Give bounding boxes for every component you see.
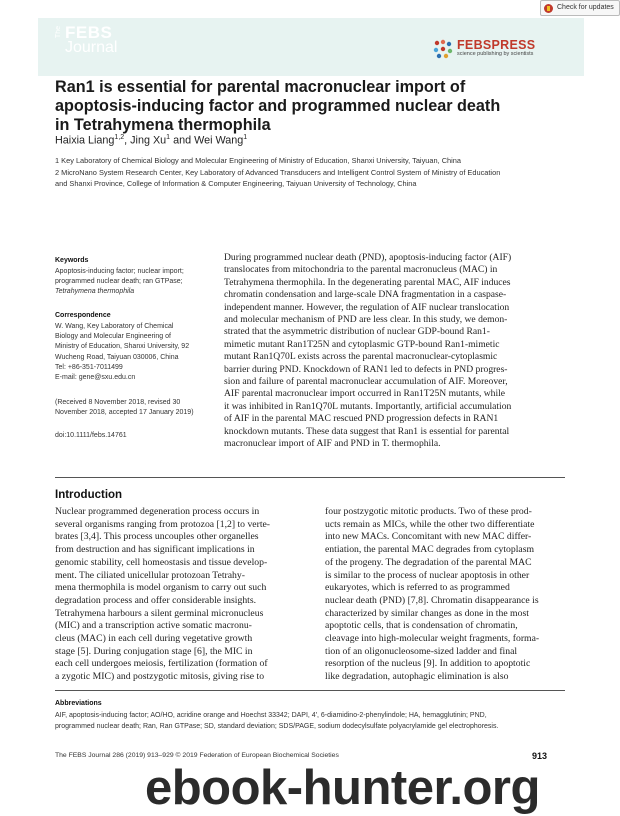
- abbreviations-heading: Abbreviations: [55, 700, 102, 707]
- abstract-line: mutant Ran1Q70L exists across the parental macronuclear-cytoplasmic: [224, 351, 498, 363]
- author-name: Haixia Liang: [55, 134, 115, 147]
- body-line: tion of an oligonucleosome-sized ladder and final: [325, 645, 518, 657]
- received-dates: [55, 398, 220, 418]
- correspondence-line: Biology and Molecular Engineering of: [55, 333, 171, 341]
- abstract-line: sion and failure of parental macronuclear accumulation of AIF. Moreover,: [224, 376, 508, 388]
- crossmark-icon: [544, 4, 553, 13]
- received-line: November 2018, accepted 17 January 2019): [55, 409, 194, 417]
- febs-press-dots-icon: [433, 39, 453, 59]
- body-line: stage [5]. During conjugation stage [6], the MIC in: [55, 645, 253, 657]
- received-line: (Received 8 November 2018, revised 30: [55, 399, 181, 406]
- abstract-line: independent manner. However, the regulation of AIF nuclear translocation: [224, 301, 510, 313]
- body-line: resorption of the nucleus [9]. In addition to apoptotic: [325, 658, 531, 670]
- author-conjunction: and: [173, 134, 192, 147]
- article-title: [55, 78, 555, 135]
- affiliation-2-cont: and Shanxi Province, College of Information & Computer Engineering, Taiyuan University of Technology, China: [55, 179, 417, 188]
- abbreviations-text: [55, 711, 565, 732]
- abstract-line: macronuclear import of AIF and PND in T. thermophila.: [224, 438, 441, 450]
- keywords-heading: Keywords: [55, 257, 89, 264]
- body-line: nuclear death (PND) [7,8]. Chromatin disappearance is: [325, 594, 539, 606]
- press-name: FEBSPRESS: [457, 38, 536, 52]
- body-line: is similar to the process of nuclear apoptosis in other: [325, 569, 530, 581]
- body-line: Tetrahymena harbours a silent germinal micronucleus: [55, 607, 264, 619]
- author-name: Jing Xu: [130, 134, 167, 147]
- abstract-line: strated that the asymmetric distribution of nuclear GDP-bound Ran1-: [224, 326, 490, 338]
- body-line: entiation, the parental MAC degrades from cytoplasm: [325, 544, 535, 556]
- journal-logo: [55, 24, 135, 58]
- abstract-line: translocates from mitochondria to the parental macronucleus (MAC) in: [224, 264, 498, 276]
- abstract-line: During programmed nuclear death (PND), apoptosis-inducing factor (AIF): [224, 252, 512, 263]
- abbreviations-divider: [55, 690, 565, 691]
- correspondence-heading: Correspondence: [55, 312, 111, 319]
- body-line: eukaryotes, which is referred to as programmed: [325, 582, 510, 594]
- journal-logo-word: Journal: [65, 39, 118, 56]
- title-line: Ran1 is essential for parental macronuclear import of: [55, 78, 466, 96]
- introduction-column-1: [55, 506, 295, 684]
- page-number: 913: [532, 751, 548, 761]
- author-affiliation-mark: 1: [243, 134, 248, 141]
- body-line: several organisms ranging from protozoa [1,2] to verte-: [55, 518, 271, 530]
- body-line: brates [3,4]. This process uncouples other organelles: [55, 531, 259, 543]
- abstract: [224, 252, 566, 451]
- author-list: Haixia Liang$^{1,2}$, Jing Xu$^1$ and Wei Wang$^1$: [55, 134, 248, 147]
- abstract-line: Tetrahymena thermophila. In the degenerating parental MAC, AIF induces: [224, 276, 511, 288]
- affiliation-2: 2 MicroNano System Research Center, Key Laboratory of Advanced Transducers and Intelligent Control System of Ministry of Education: [55, 168, 501, 177]
- body-line: cleus (MAC) in each cell during vegetative growth: [55, 633, 253, 645]
- abstract-line: mimetic mutant Ran1T25N and cytoplasmic GTP-bound Ran1-mimetic: [224, 338, 500, 350]
- abstract-line: it was inhibited in Ran1Q70L mutants. Importantly, artificial accumulation: [224, 400, 512, 412]
- author-name: Wei Wang: [194, 134, 244, 147]
- title-line: in Tetrahymena thermophila: [55, 116, 271, 134]
- correspondence-block: [55, 322, 220, 383]
- body-line: characterized by similar changes as done in the most: [325, 607, 529, 619]
- introduction-heading: Introduction: [55, 489, 123, 501]
- body-line: ucts remain as MICs, while the other two differentiate: [325, 518, 535, 530]
- keywords-line: Apoptosis-inducing factor; nuclear import;: [55, 268, 184, 275]
- abstract-line: and molecular mechanism of PND are less clear. In this study, we demon-: [224, 314, 508, 326]
- watermark: ebook-hunter.org: [145, 761, 540, 815]
- body-line: degradation process and offer considerable insights.: [55, 594, 257, 606]
- body-line: (MIC) and a transcription active somatic macronu-: [55, 620, 252, 632]
- body-line: from destruction and has significant implications in: [55, 544, 255, 556]
- affiliation-1: 1 Key Laboratory of Chemical Biology and Molecular Engineering of Ministry of Education, Shanxi University, Taiyuan, China: [55, 156, 462, 165]
- febs-press-logo: [433, 38, 543, 60]
- check-for-updates-button[interactable]: [540, 0, 620, 16]
- body-line: each cell undergoes meiosis, fertilization (formation of: [55, 658, 268, 670]
- introduction-column-2: [325, 506, 565, 684]
- footer-citation: The FEBS Journal 286 (2019) 913–929 © 2019 Federation of European Biochemical Societies: [55, 752, 339, 759]
- abstract-line: chromatin condensation and large-scale DNA fragmentation in a caspase-: [224, 289, 507, 301]
- correspondence-line: Ministry of Education, Shanxi University, 92: [55, 343, 190, 351]
- body-line: ment. The ciliated unicellular protozoan Tetrahy-: [55, 569, 245, 581]
- body-line: like degradation, autophagic elimination is also: [325, 671, 509, 683]
- abstract-line: AIF parental macronuclear import occurred in Ran1T25N mutants, while: [224, 388, 506, 400]
- body-line: mena thermophila is model organism to carry out such: [55, 582, 267, 594]
- journal-logo-name: FEBS: [65, 23, 113, 42]
- correspondence-email[interactable]: E-mail: gene@sxu.edu.cn: [55, 374, 136, 382]
- body-line: a zygotic MIC) and postzygotic mitosis, giving rise to: [55, 671, 265, 683]
- abbreviations-line: AIF, apoptosis-inducing factor; AO/HO, acridine orange and Hoechst 33342; DAPI, 4′, 6-diamidino-2-phenylindole; HA, hemagglutinin; PND,: [55, 712, 487, 719]
- title-line: apoptosis-inducing factor and programmed nuclear death: [55, 97, 501, 115]
- check-for-updates-label: Check for updates: [557, 4, 614, 11]
- body-line: apoptotic cells, that is condensation of chromatin,: [325, 620, 518, 632]
- section-divider: [55, 477, 565, 478]
- keywords-list: [55, 267, 220, 298]
- correspondence-line: Wucheng Road, Taiyuan 030006, China: [55, 353, 179, 361]
- doi-link[interactable]: doi:10.1111/febs.14761: [55, 432, 127, 439]
- press-tagline: science publishing by scientists: [457, 51, 534, 57]
- abstract-line: of AIF in the parental MAC rescued PND progression defects in RAN1: [224, 413, 499, 425]
- author-affiliation-mark: 1,2: [114, 134, 125, 141]
- correspondence-phone: Tel: +86-351-7011499: [55, 363, 123, 371]
- keywords-line: Tetrahymena thermophila: [55, 288, 135, 296]
- keywords-line: programmed nuclear death; ran GTPase;: [55, 278, 183, 286]
- abbreviations-line: programmed nuclear death; Ran, Ran GTPase; SD, standard deviation; SDS/PAGE, sodium dodecylsulfate polyacrylamide gel electrophoresis.: [55, 722, 499, 730]
- author-affiliation-mark: 1: [166, 134, 171, 141]
- body-line: into new MACs. Concomitant with new MAC differ-: [325, 531, 532, 543]
- body-line: genomic stability, cell homeostasis and tissue develop-: [55, 556, 268, 568]
- body-line: cleavage into high-molecular weight fragments, forma-: [325, 633, 540, 645]
- body-line: of the progeny. The degradation of the parental MAC: [325, 556, 532, 568]
- correspondence-line: W. Wang, Key Laboratory of Chemical: [55, 323, 174, 330]
- journal-logo-prefix: The: [55, 26, 62, 39]
- abstract-line: knockdown mutants. These data suggest that Ran1 is essential for parental: [224, 425, 510, 437]
- abstract-line: barrier during PND. Knockdown of RAN1 led to defects in PND progres-: [224, 363, 508, 375]
- body-line: four postzygotic mitotic products. Two of these prod-: [325, 506, 532, 517]
- body-line: Nuclear programmed degeneration process occurs in: [55, 506, 260, 517]
